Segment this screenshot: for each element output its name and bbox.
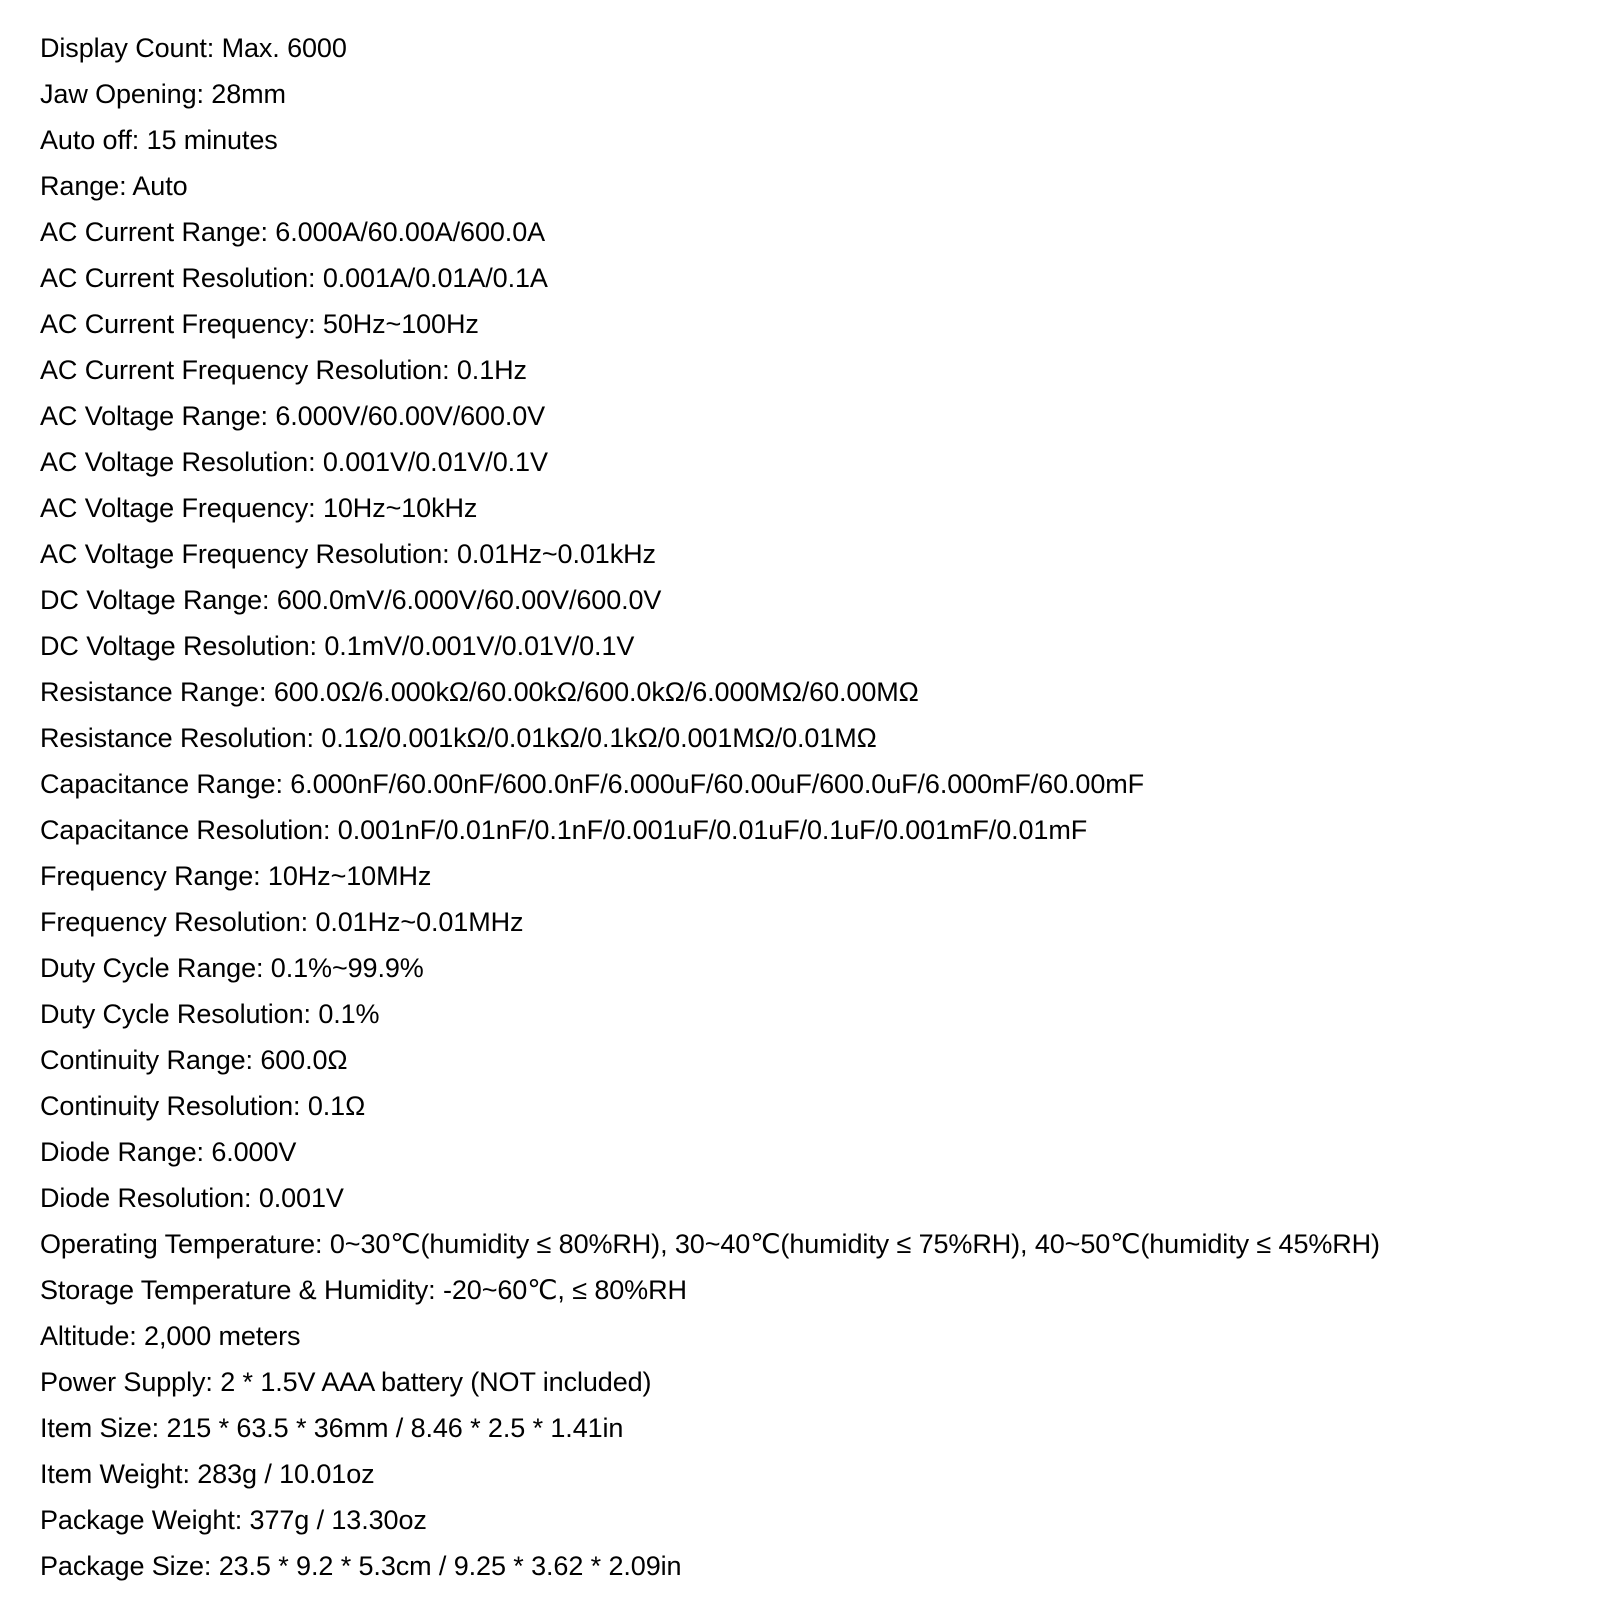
spec-operating-temperature: Operating Temperature: 0~30℃(humidity ≤ 80%RH), 30~40℃(humidity ≤ 75%RH), 40~50℃(humidity ≤ 45%RH): [40, 1229, 1380, 1259]
spec-resistance-range: Resistance Range: 600.0Ω/6.000kΩ/60.00kΩ/600.0kΩ/6.000MΩ/60.00MΩ: [40, 677, 919, 707]
spec-capacitance-resolution: Capacitance Resolution: 0.001nF/0.01nF/0.1nF/0.001uF/0.01uF/0.1uF/0.001mF/0.01mF: [40, 815, 1088, 845]
spec-package-size: Package Size: 23.5 * 9.2 * 5.3cm / 9.25 * 3.62 * 2.09in: [40, 1551, 682, 1581]
spec-display-count: Display Count: Max. 6000: [40, 33, 347, 63]
spec-ac-current-resolution: AC Current Resolution: 0.001A/0.01A/0.1A: [40, 263, 548, 293]
spec-ac-voltage-range: AC Voltage Range: 6.000V/60.00V/600.0V: [40, 401, 546, 431]
spec-duty-cycle-resolution: Duty Cycle Resolution: 0.1%: [40, 999, 380, 1029]
spec-item-weight: Item Weight: 283g / 10.01oz: [40, 1459, 375, 1489]
spec-continuity-resolution: Continuity Resolution: 0.1Ω: [40, 1091, 366, 1121]
spec-ac-voltage-resolution: AC Voltage Resolution: 0.001V/0.01V/0.1V: [40, 447, 548, 477]
spec-ac-current-range: AC Current Range: 6.000A/60.00A/600.0A: [40, 217, 546, 247]
spec-list: [40, 25, 1380, 1589]
spec-ac-voltage-frequency-resolution: AC Voltage Frequency Resolution: 0.01Hz~0.01kHz: [40, 539, 656, 569]
spec-capacitance-range: Capacitance Range: 6.000nF/60.00nF/600.0nF/6.000uF/60.00uF/600.0uF/6.000mF/60.00mF: [40, 769, 1145, 799]
spec-duty-cycle-range: Duty Cycle Range: 0.1%~99.9%: [40, 953, 424, 983]
spec-ac-current-frequency-resolution: AC Current Frequency Resolution: 0.1Hz: [40, 355, 527, 385]
spec-storage-temperature-humidity: Storage Temperature & Humidity: -20~60℃, ≤ 80%RH: [40, 1275, 687, 1305]
spec-frequency-resolution: Frequency Resolution: 0.01Hz~0.01MHz: [40, 907, 524, 937]
spec-item-size: Item Size: 215 * 63.5 * 36mm / 8.46 * 2.5 * 1.41in: [40, 1413, 624, 1443]
spec-resistance-resolution: Resistance Resolution: 0.1Ω/0.001kΩ/0.01kΩ/0.1kΩ/0.001MΩ/0.01MΩ: [40, 723, 877, 753]
spec-package-weight: Package Weight: 377g / 13.30oz: [40, 1505, 427, 1535]
spec-altitude: Altitude: 2,000 meters: [40, 1321, 301, 1351]
spec-dc-voltage-resolution: DC Voltage Resolution: 0.1mV/0.001V/0.01V/0.1V: [40, 631, 635, 661]
spec-ac-voltage-frequency: AC Voltage Frequency: 10Hz~10kHz: [40, 493, 478, 523]
spec-ac-current-frequency: AC Current Frequency: 50Hz~100Hz: [40, 309, 479, 339]
spec-range: Range: Auto: [40, 171, 188, 201]
spec-auto-off: Auto off: 15 minutes: [40, 125, 278, 155]
spec-jaw-opening: Jaw Opening: 28mm: [40, 79, 286, 109]
spec-frequency-range: Frequency Range: 10Hz~10MHz: [40, 861, 432, 891]
spec-dc-voltage-range: DC Voltage Range: 600.0mV/6.000V/60.00V/600.0V: [40, 585, 662, 615]
spec-diode-resolution: Diode Resolution: 0.001V: [40, 1183, 344, 1213]
spec-continuity-range: Continuity Range: 600.0Ω: [40, 1045, 348, 1075]
spec-power-supply: Power Supply: 2 * 1.5V AAA battery (NOT included): [40, 1367, 652, 1397]
spec-diode-range: Diode Range: 6.000V: [40, 1137, 297, 1167]
